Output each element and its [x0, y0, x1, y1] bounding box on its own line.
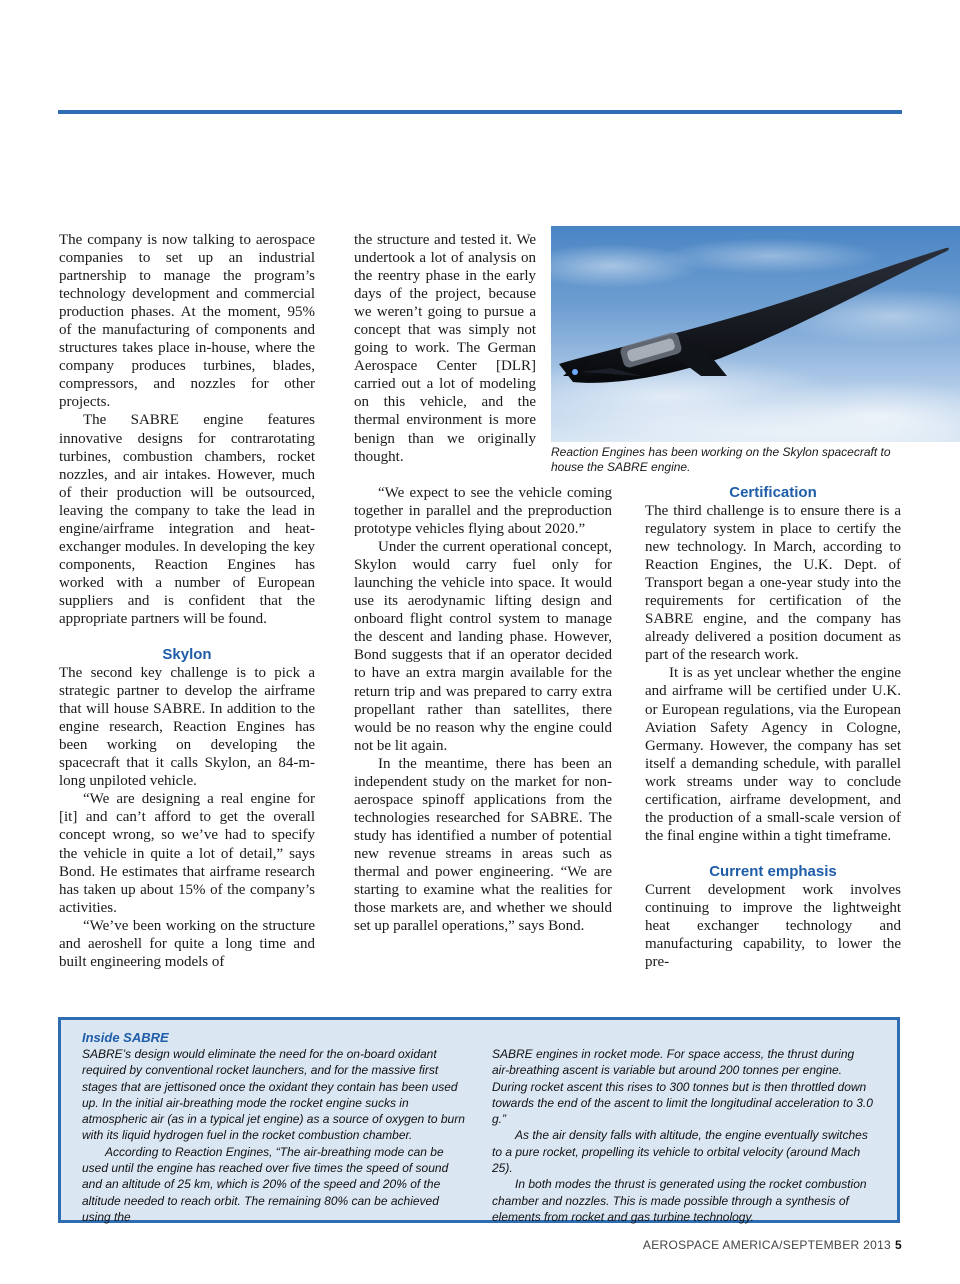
- section-heading-current-emphasis: Current emphasis: [709, 862, 837, 880]
- paragraph: The second key challenge is to pick a strategic partner to develop the airframe that will house SABRE. In addition to the engine research, Reaction Engines has been working on developing the spacecraft that it calls Skylon, an 84-m-long unpiloted vehicle.: [59, 665, 315, 790]
- paragraph: The SABRE engine features innovative designs for contrarotating turbines, combustion chambers, rocket nozzles, and air intakes. However, much of their production will be outsourced, leaving the company to take the lead in engine/airframe integration and heat-exchanger modules. In developing the key components, Reaction Engines has worked with a number of European suppliers and is confident that the appropriate partners will be found.: [59, 412, 315, 627]
- sidebar-paragraph: According to Reaction Engines, “The air-breathing mode can be used until the engine has reached over five times the speed of sound and an altitude of 25 km, which is 20% of the speed and 20% of the altitude needed to reach orbit. The remaining 80% can be achieved using the: [82, 1144, 449, 1224]
- article-column-2-top: [354, 231, 536, 466]
- sidebar-paragraph: SABRE’s design would eliminate the need for the on-board oxidant required by conventional rocket launchers, and for the massive first stages that are jettisoned once the oxidant they contain has been used up. In the initial air-breathing mode the rocket engine sucks in atmospheric air (as in a typical jet engine) as a source of oxygen to burn with its liquid hydrogen fuel in the rocket combustion chamber.: [82, 1047, 465, 1143]
- paragraph: Under the current operational concept, Skylon would carry fuel only for launching the vehicle into space. It would use its aerodynamic lifting design and onboard flight control system to manage the descent and landing phase. However, Bond suggests that if an operator decided to have an extra margin available for the return trip and was prepared to carry extra propellant rather than satellites, there would be no reason why the engine could not be lit again.: [354, 539, 612, 754]
- sidebar-column-1: [82, 1030, 467, 1225]
- inside-sabre-sidebar: [58, 1017, 900, 1223]
- sidebar-column-2: [492, 1046, 874, 1225]
- page-footer: [643, 1238, 902, 1252]
- photo-caption: Reaction Engines has been working on the Skylon spacecraft to house the SABRE engine.: [551, 445, 891, 474]
- paragraph: “We expect to see the vehicle coming together in parallel and the preproduction prototype vehicles flying about 2020.”: [354, 485, 612, 538]
- paragraph: the structure and tested it. We undertook a lot of analysis on the reentry phase in the early days of the project, because we weren’t going to pursue a concept that was simply not going to work. The German Aerospace Center [DLR] carried out a lot of modeling on this vehicle, and the thermal environment is more benign than we originally thought.: [354, 232, 536, 465]
- paragraph: Current development work involves continuing to improve the lightweight heat exchanger technology and manufacturing capability, to lower the pre-: [645, 881, 901, 971]
- sidebar-title: Inside SABRE: [82, 1030, 169, 1045]
- publication-line: AEROSPACE AMERICA/SEPTEMBER 2013: [642, 1238, 892, 1252]
- article-column-1: [59, 231, 315, 971]
- paragraph: “We’ve been working on the structure and aeroshell for quite a long time and built engineering models of: [59, 917, 315, 970]
- paragraph: In the meantime, there has been an independent study on the market for non-aerospace spinoff applications from the technologies researched for SABRE. The study has identified a number of potential new revenue streams in areas such as thermal and power engineering. “We are starting to examine what the realities for those markets are, and whether we should set up parallel operations,” says Bond.: [354, 755, 612, 935]
- top-accent-rule: [58, 110, 902, 114]
- article-column-2: [354, 484, 612, 935]
- paragraph: It is as yet unclear whether the engine and airframe will be certified under U.K. or European regulations, via the European Aviation Safety Agency in Cologne, Germany. However, the company has set itself a demanding schedule, with parallel work streams under way to conclude certification, airframe development, and the production of a small-scale version of the final engine within a tight timeframe.: [645, 665, 901, 844]
- article-column-3: [645, 484, 901, 971]
- paragraph: “We are designing a real engine for [it] and can’t afford to get the overall concept wrong, so we’ve had to specify the vehicle in quite a lot of detail,” says Bond. He estimates that airframe research has taken up about 15% of the company’s activities.: [59, 791, 315, 916]
- paragraph: The third challenge is to ensure there is a regulatory system in place to certify the new technology. In March, according to Reaction Engines, the U.K. Dept. of Transport began a one-year study into the requirements for certification of the SABRE engine, and the company has already delivered a position document as part of the research work.: [645, 503, 901, 664]
- sidebar-paragraph: SABRE engines in rocket mode. For space access, the thrust during air-breathing ascent is variable but around 200 tonnes per engine. During rocket ascent this rises to 300 tonnes but is then throttled down towards the end of the ascent to limit the longitudinal acceleration to 3.0 g.”: [492, 1047, 873, 1127]
- section-heading-certification: Certification: [729, 484, 817, 501]
- sidebar-paragraph: As the air density falls with altitude, the engine eventually switches to a pure rocket, propelling its vehicle to orbital velocity (around Mach 25).: [492, 1128, 868, 1176]
- skylon-spacecraft-photo: [551, 226, 960, 442]
- section-heading-skylon: Skylon: [162, 646, 212, 664]
- sidebar-paragraph: In both modes the thrust is generated using the rocket combustion chamber and nozzles. This is made possible through a synthesis of elements from rocket and gas turbine technology.: [492, 1177, 867, 1224]
- page-number: 5: [895, 1238, 902, 1252]
- paragraph: The company is now talking to aerospace companies to set up an industrial partnership to manage the program’s technology development and commercial production phases. At the moment, 95% of the manufacturing of components and structures takes place in-house, where the company produces turbines, blades, compressors, and nozzles for other projects.: [59, 232, 315, 411]
